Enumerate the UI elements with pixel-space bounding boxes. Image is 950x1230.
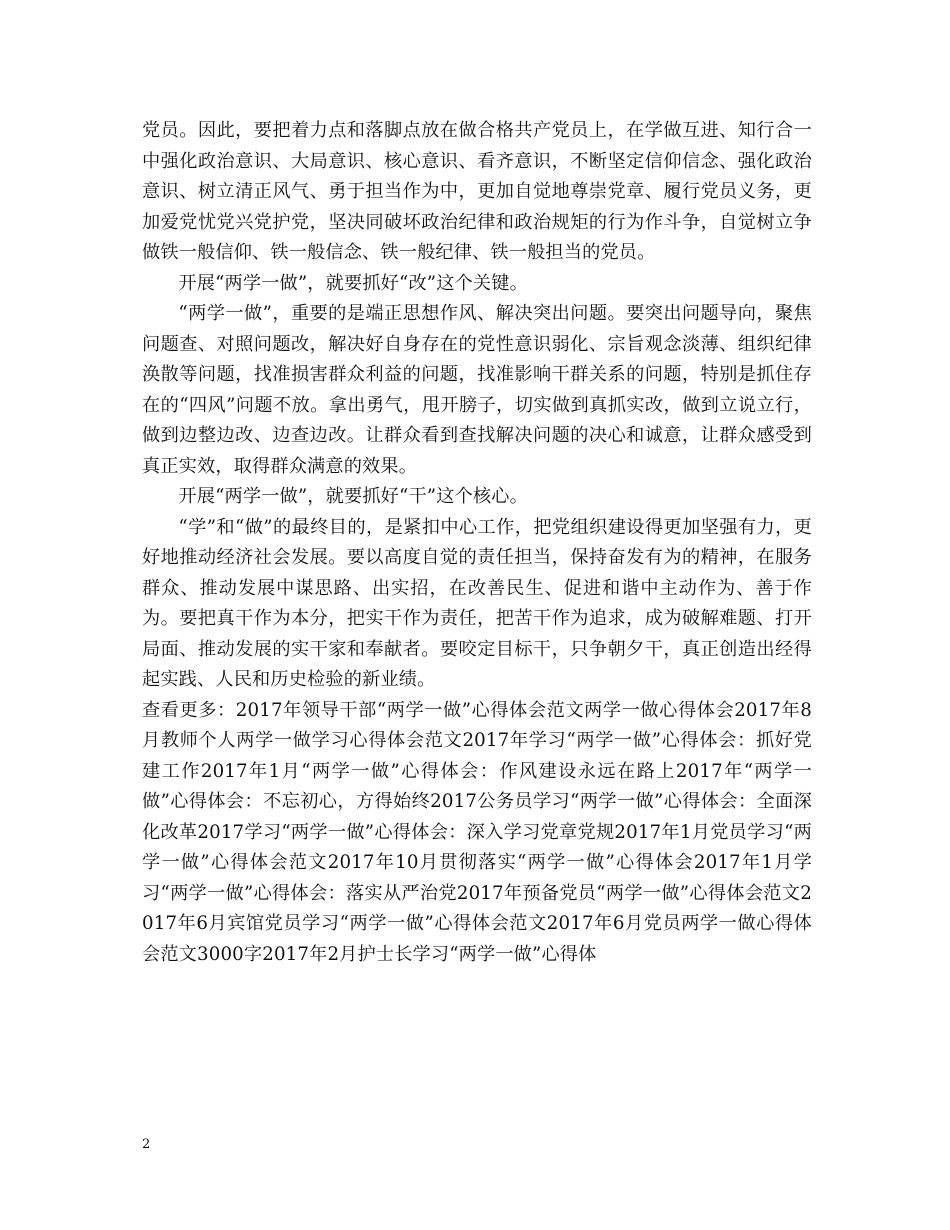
see-more-links-text: 查看更多：2017年领导干部“两学一做”心得体会范文两学一做心得体会2017年8月教师个人两学一做学习心得体会范文2017年学习“两学一做”心得体会：抓好党建工作2017年1月“两学一做”心得体会：作风建设永远在路上2017年“两学一做”心得体会：不忘初心，方得始终2017公务员学习“两学一做”心得体会：全面深化改革2017学习“两学一做”心得体会：深入学习党章党规2017年1月党员学习“两学一做”心得体会范文2017年10月贯彻落实“两学一做”心得体会2017年1月学习“两学一做”心得体会：落实从严治党2017年预备党员“两学一做”心得体会范文2017年6月宾馆党员学习“两学一做”心得体会范文2017年6月党员两学一做心得体会范文3000字2017年2月护士长学习“两学一做”心得体	[142, 699, 812, 965]
document-body	[142, 116, 812, 970]
paragraph-heading-action: 开展“两学一做”，就要抓好“干”这个核心。	[178, 486, 528, 507]
paragraph-practical-work: “学”和“做”的最终目的，是紧扣中心工作，把党组织建设得更加坚强有力，更好地推动经济社会发展。要以高度自觉的责任担当，保持奋发有为的精神，在服务群众、推动发展中谋思路、出实招，在改善民生、促进和谐中主动作为、善于作为。要把真干作为本分，把实干作为责任，把苦干作为追求，成为破解难题、打开局面、推动发展的实干家和奉献者。要咬定目标干，只争朝夕干，真正创造出经得起实践、人民和历史检验的新业绩。	[142, 516, 812, 690]
paragraph-heading-reform: 开展“两学一做”，就要抓好“改”这个关键。	[178, 272, 528, 294]
paragraph-party-member-requirements: 党员。因此，要把着力点和落脚点放在做合格共产党员上，在学做互进、知行合一中强化政治意识、大局意识、核心意识、看齐意识，不断坚定信仰信念、强化政治意识、树立清正风气、勇于担当作为中，更加自觉地尊崇党章、履行党员义务，更加爱党忧党兴党护党，坚决同破坏政治纪律和政治规矩的行为作斗争，自觉树立争做铁一般信仰、铁一般信念、铁一般纪律、铁一般担当的党员。	[142, 120, 812, 263]
paragraph-problem-solving: “两学一做”，重要的是端正思想作风、解决突出问题。要突出问题导向，聚焦问题查、对照问题改，解决好自身存在的党性意识弱化、宗旨观念淡薄、组织纪律涣散等问题，找准损害群众利益的问题，找准影响干群关系的问题，特别是抓住存在的“四风”问题不放。拿出勇气，甩开膀子，切实做到真抓实改，做到立说立行，做到边整边改、边查边改。让群众看到查找解决问题的决心和诚意，让群众感受到真正实效，取得群众满意的效果。	[142, 303, 812, 477]
page-number: 2	[142, 1137, 151, 1152]
